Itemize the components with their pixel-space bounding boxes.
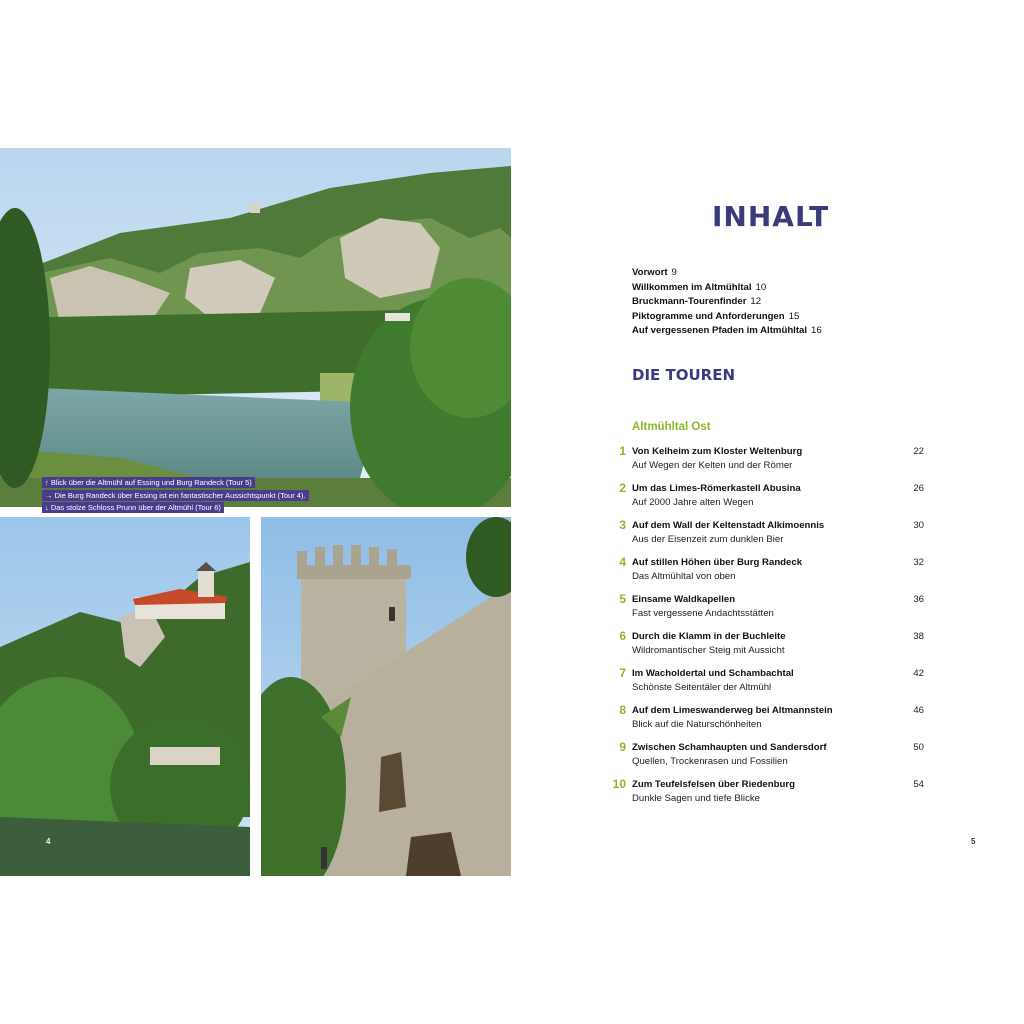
front-matter-label: Vorwort: [632, 267, 668, 278]
front-matter-label: Piktogramme und Anforderungen: [632, 310, 785, 322]
tour-entry[interactable]: [600, 667, 930, 704]
tour-number: 5: [619, 592, 626, 606]
tour-page: 54: [913, 779, 924, 790]
tour-number: 1: [619, 444, 626, 458]
caption-bottom: ↓ Das stolze Schloss Prunn über der Altmühl (Tour 6): [42, 502, 224, 513]
tour-subtitle: Aus der Eisenzeit zum dunklen Bier: [632, 534, 784, 545]
tour-subtitle: Das Altmühltal von oben: [632, 571, 736, 582]
tour-title: Zwischen Schamhaupten und Sandersdorf: [632, 742, 827, 753]
tour-page: 32: [913, 557, 924, 568]
front-matter-label: Willkommen im Altmühltal: [632, 281, 752, 293]
tour-page: 22: [913, 446, 924, 457]
tour-page: 36: [913, 594, 924, 605]
tour-title: Zum Teufelsfelsen über Riedenburg: [632, 779, 795, 790]
tour-number: 3: [619, 518, 626, 532]
tour-number: 8: [619, 703, 626, 717]
tour-title: Im Wacholdertal und Schambachtal: [632, 668, 794, 679]
tour-entry[interactable]: [600, 593, 930, 630]
front-matter-item[interactable]: [632, 310, 822, 325]
page-number-left: 4: [46, 837, 51, 846]
caption-top: ↑ Blick über die Altmühl auf Essing und Burg Randeck (Tour 5): [42, 477, 255, 488]
region-heading: Altmühltal Ost: [632, 421, 711, 433]
tour-page: 38: [913, 631, 924, 642]
front-matter-label: Bruckmann-Tourenfinder: [632, 296, 747, 307]
front-matter-item[interactable]: [632, 281, 822, 296]
tour-entry[interactable]: [600, 778, 930, 815]
tour-entry[interactable]: [600, 630, 930, 667]
tour-subtitle: Schönste Seitentäler der Altmühl: [632, 682, 772, 693]
front-matter-list: [632, 266, 822, 339]
tour-title: Auf dem Wall der Keltenstadt Alkimoennis: [632, 520, 825, 531]
tour-number: 9: [619, 740, 626, 754]
tour-entry[interactable]: [600, 519, 930, 556]
tour-title: Auf stillen Höhen über Burg Randeck: [632, 557, 803, 568]
photo-valley-essing: [0, 148, 511, 507]
tour-subtitle: Dunkle Sagen und tiefe Blicke: [632, 793, 760, 804]
caption-right: → Die Burg Randeck über Essing ist ein fantastischer Aussichtspunkt (Tour 4).: [42, 490, 309, 501]
tour-number: 6: [619, 629, 626, 643]
front-matter-item[interactable]: [632, 295, 822, 310]
front-matter-page: 10: [755, 281, 767, 293]
tour-list: [600, 445, 930, 815]
tour-subtitle: Fast vergessene Andachtsstätten: [632, 608, 774, 619]
page-number-right: 5: [971, 837, 976, 846]
tour-page: 46: [913, 705, 924, 716]
tour-entry[interactable]: [600, 704, 930, 741]
front-matter-page: 12: [750, 296, 762, 307]
tour-entry[interactable]: [600, 482, 930, 519]
front-matter-item[interactable]: [632, 324, 822, 339]
tour-page: 42: [913, 668, 924, 679]
tour-entry[interactable]: [600, 741, 930, 778]
section-heading: DIE TOUREN: [632, 366, 736, 384]
tour-subtitle: Wildromantischer Steig mit Aussicht: [632, 645, 785, 656]
tour-page: 30: [913, 520, 924, 531]
front-matter-page: 16: [811, 325, 822, 336]
tour-title: Einsame Waldkapellen: [632, 594, 736, 605]
tour-subtitle: Blick auf die Naturschönheiten: [632, 719, 762, 730]
tour-title: Durch die Klamm in der Buchleite: [632, 631, 786, 642]
front-matter-page: 15: [788, 310, 800, 322]
front-matter-item[interactable]: [632, 266, 822, 281]
front-matter-page: 9: [671, 267, 677, 278]
photo-burg-randeck: [261, 517, 511, 876]
tour-subtitle: Quellen, Trockenrasen und Fossilien: [632, 756, 788, 767]
page-title: INHALT: [712, 200, 830, 233]
photo-captions: [42, 477, 309, 515]
tour-title: Von Kelheim zum Kloster Weltenburg: [632, 446, 803, 457]
tour-subtitle: Auf 2000 Jahre alten Wegen: [632, 497, 754, 508]
tour-number: 2: [619, 481, 626, 495]
tour-entry[interactable]: [600, 556, 930, 593]
tour-number: 7: [619, 666, 626, 680]
tour-entry[interactable]: [600, 445, 930, 482]
tour-subtitle: Auf Wegen der Kelten und der Römer: [632, 460, 793, 471]
tour-title: Um das Limes-Römerkastell Abusina: [632, 483, 801, 494]
tour-number: 10: [612, 777, 626, 791]
tour-number: 4: [619, 555, 626, 569]
tour-page: 50: [913, 742, 924, 753]
tour-page: 26: [913, 483, 924, 494]
front-matter-label: Auf vergessenen Pfaden im Altmühltal: [632, 325, 808, 336]
photo-schloss-prunn: [0, 517, 250, 876]
tour-title: Auf dem Limeswanderweg bei Altmannstein: [632, 705, 833, 716]
